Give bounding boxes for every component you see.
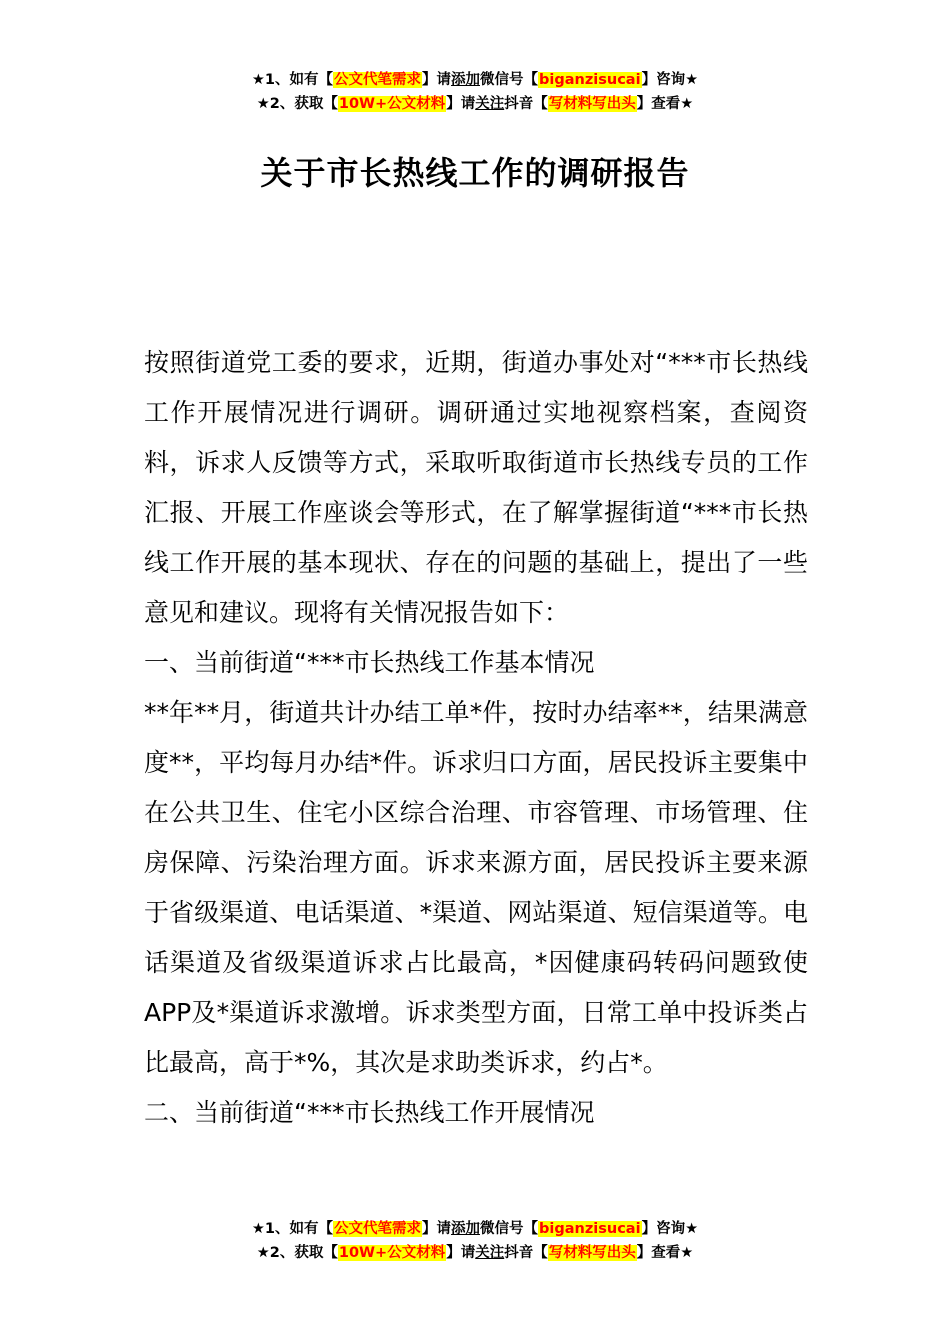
paragraph-basic-situation: **年**月，街道共计办结工单*件，按时办结率**，结果满意度**，平均每月办结*件。诉求归口方面，居民投诉主要集中在公共卫生、住宅小区综合治理、市容管理、市场管理、住房保障、污染治理方面。诉求来源方面，居民投诉主要来源于省级渠道、电话渠道、*渠道、网站渠道、短信渠道等。电话渠道及省级渠道诉求占比最高，*因健康码转码问题致使APP及*渠道诉求激增。诉求类型方面，日常工单中投诉类占比最高，高于*%，其次是求助类诉求，约占*。 xyxy=(144,698,808,1077)
document-body xyxy=(144,338,808,1138)
highlight-wechat-id: biganzisucai xyxy=(539,72,641,88)
footer-banner xyxy=(0,1217,950,1265)
banner-line-1: ★1、如有【公文代笔需求】请添加微信号【biganzisucai】咨询★ xyxy=(251,1221,699,1237)
highlight-douyin: 写材料写出头 xyxy=(548,1245,636,1261)
paragraph-intro: 按照街道党工委的要求，近期，街道办事处对“***市长热线工作开展情况进行调研。调研通过实地视察档案，查阅资料，诉求人反馈等方式，采取听取街道市长热线专员的工作汇报、开展工作座谈会等形式，在了解掌握街道“***市长热线工作开展的基本现状、存在的问题的基础上，提出了一些意见和建议。现将有关情况报告如下： xyxy=(144,348,808,627)
highlight-materials: 10W+公文材料 xyxy=(338,96,446,112)
highlight-writing-service: 公文代笔需求 xyxy=(334,1221,422,1237)
banner-line-1: ★1、如有【公文代笔需求】请添加微信号【biganzisucai】咨询★ xyxy=(251,72,699,88)
highlight-douyin: 写材料写出头 xyxy=(548,96,636,112)
section-heading-2: 二、当前街道“***市长热线工作开展情况 xyxy=(144,1098,595,1127)
banner-line-2: ★2、获取【10W+公文材料】请关注抖音【写材料写出头】查看★ xyxy=(256,96,694,112)
banner-line-2: ★2、获取【10W+公文材料】请关注抖音【写材料写出头】查看★ xyxy=(256,1245,694,1261)
document-title: 关于市长热线工作的调研报告 xyxy=(260,154,690,192)
highlight-materials: 10W+公文材料 xyxy=(338,1245,446,1261)
highlight-wechat-id: biganzisucai xyxy=(539,1221,641,1237)
section-heading-1: 一、当前街道“***市长热线工作基本情况 xyxy=(144,648,595,677)
highlight-writing-service: 公文代笔需求 xyxy=(334,72,422,88)
header-banner xyxy=(0,68,950,116)
